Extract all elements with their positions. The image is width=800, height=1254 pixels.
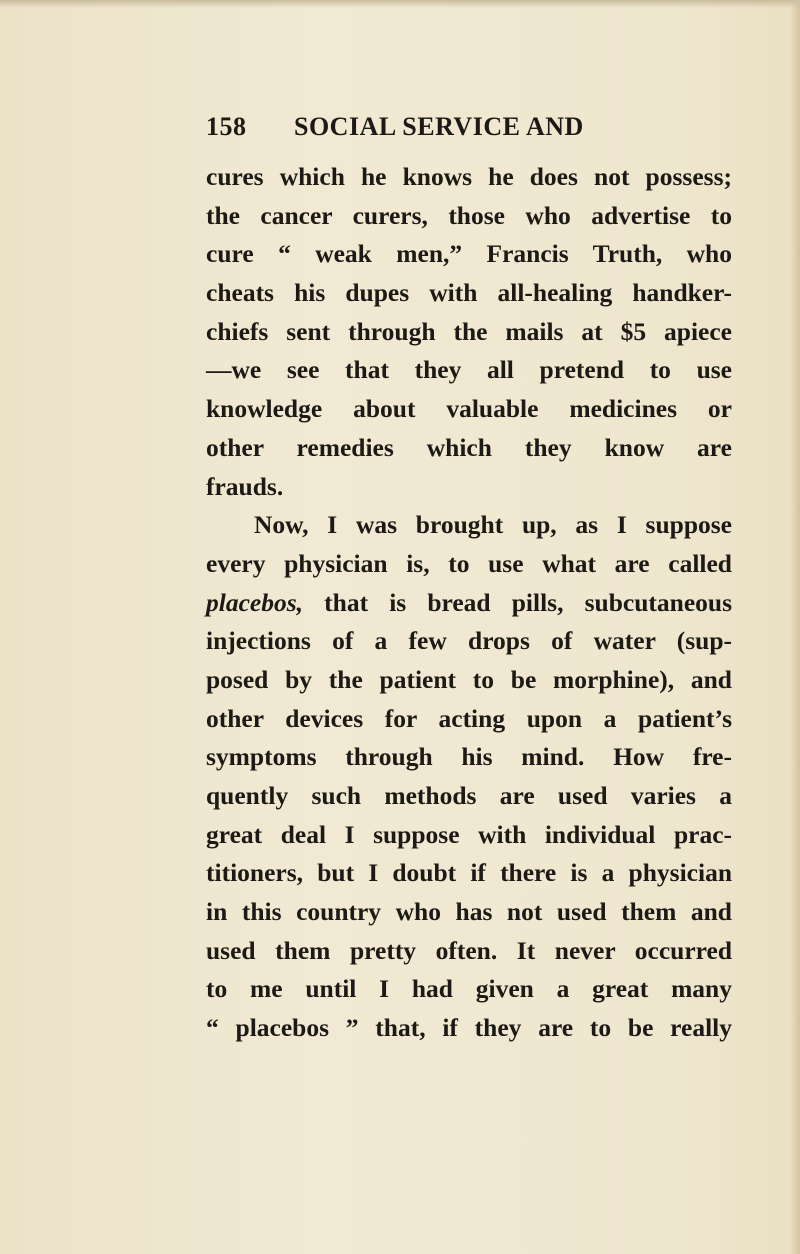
text-line: the cancer curers, those who advertise to: [206, 200, 732, 230]
text-line: symptoms through his mind. How fre-: [206, 742, 732, 772]
running-head: [206, 112, 626, 152]
text-line: in this country who has not used them and: [206, 897, 732, 927]
text-line: every physician is, to use what are called: [206, 548, 732, 578]
text-line: cheats his dupes with all-healing handker-: [206, 278, 732, 308]
text-line: quently such methods are used varies a: [206, 781, 732, 810]
italic-term: placebos,: [206, 587, 304, 617]
text-line: knowledge about valuable medicines or: [206, 394, 732, 424]
line-remainder: that is bread pills, subcutaneous: [303, 587, 732, 617]
text-line-with-italic: [206, 584, 732, 623]
text-line: used them pretty often. It never occurred: [206, 935, 732, 965]
text-line: posed by the patient to be morphine), and: [206, 664, 732, 694]
page-number: 158: [206, 112, 247, 141]
text-line: —we see that they all pretend to use: [206, 355, 732, 385]
text-line: cure “ weak men,” Francis Truth, who: [206, 239, 732, 269]
text-line: to me until I had given a great many: [206, 974, 732, 1004]
text-line: great deal I suppose with individual prac-: [206, 819, 732, 849]
text-line: other devices for acting upon a patient’s: [206, 703, 732, 733]
text-line: chiefs sent through the mails at $5 apiece: [206, 316, 732, 346]
body-text: [206, 158, 732, 1048]
text-line: cures which he knows he does not possess;: [206, 162, 732, 191]
page-top-edge: [0, 0, 800, 8]
text-line: frauds.: [206, 471, 284, 501]
text-line: titioners, but I doubt if there is a physician: [206, 858, 732, 888]
text-line: “ placebos ” that, if they are to be really: [206, 1013, 732, 1043]
page-right-edge: [790, 0, 800, 1254]
text-line: injections of a few drops of water (sup-: [206, 626, 732, 656]
text-line: other remedies which they know are: [206, 432, 732, 462]
paragraph-start-line: Now, I was brought up, as I suppose: [254, 510, 732, 540]
running-title: SOCIAL SERVICE AND: [294, 112, 584, 141]
